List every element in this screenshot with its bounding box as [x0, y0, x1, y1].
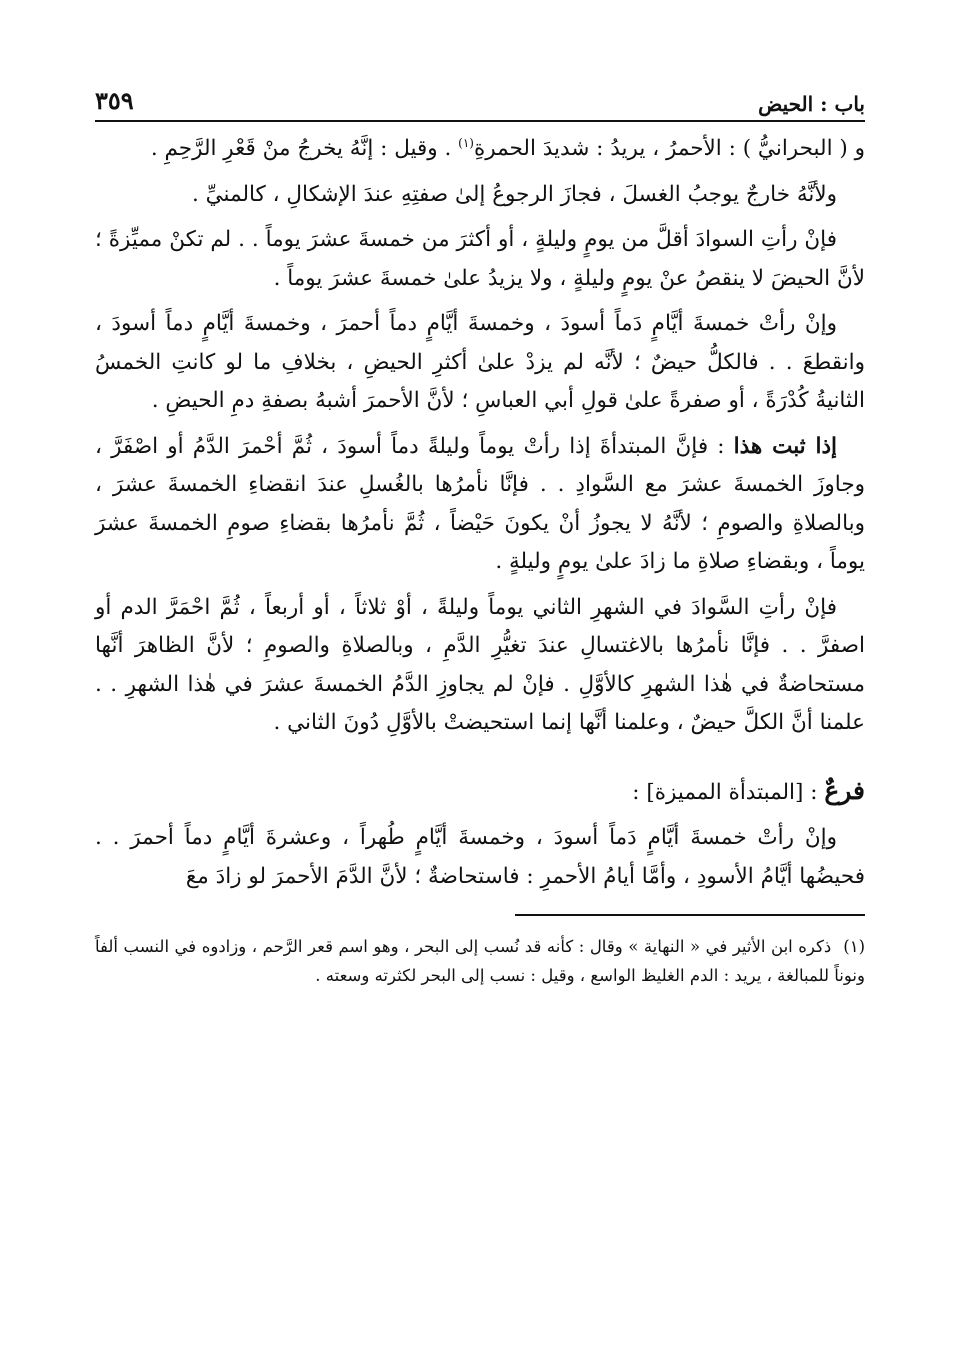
book-page [95, 80, 865, 1300]
footnote-reference: (١) [458, 135, 474, 150]
paragraph-5 [95, 428, 865, 582]
paragraph-1-text-cont: . وقيل : إنَّهُ يخرجُ منْ قَعْرِ الرَّحِمِ . [150, 136, 459, 161]
section-spacer [95, 750, 865, 772]
paragraph-7: وإنْ رأتْ خمسةَ أيَّامٍ دَماً أسودَ ، وخمسةَ أيَّامٍ طُهراً ، وعشرةَ أيَّامٍ دماً أحمرَ . . فحيضُها أيَّامُ الأسودِ ، وأمَّا أيامُ الأحمرِ : فاستحاضةٌ ؛ لأنَّ الدَّمَ الأحمرَ لو زادَ معَ [95, 825, 865, 889]
running-header [95, 80, 865, 122]
paragraph-6: فإنْ رأتِ السَّوادَ في الشهرِ الثاني يوماً وليلةً ، أوْ ثلاثاً ، أو أربعاً ، ثُمَّ احْمَرَّ الدم أو اصفرَّ . . فإنَّا نأمرُها بالاغتسالِ عندَ تغيُّرِ الدَّمِ ، وبالصلاةِ والصومِ ؛ لأنَّ الظاهرَ أنَّها مستحاضةٌ في هٰذا الشهرِ كالأوَّلِ . فإنْ لم يجاوزِ الدَّمُ الخمسةَ عشرَ في هٰذا الشهرِ . . علمنا أنَّ الكلَّ حيضٌ ، وعلمنا أنَّها إنما استحيضتْ بالأوَّلِ دُونَ الثاني . [95, 594, 865, 735]
footnote-marker: (١) [843, 937, 865, 956]
chapter-title: باب : الحيض [758, 92, 865, 116]
branch-title: : [المبتدأة المميزة] : [632, 779, 825, 805]
paragraph-4: وإنْ رأتْ خمسةَ أيَّامٍ دَماً أسودَ ، وخمسةَ أيَّامٍ دماً أحمرَ ، وخمسةَ أيَّامٍ دماً أسودَ ، وانقطعَ . . فالكلُّ حيضٌ ؛ لأنَّه لم يزدْ علىٰ أكثرِ الحيضِ ، بخلافِ ما لو كانتِ الخمسُ الثانيةُ كُدْرَةً ، أو صفرةً علىٰ قولِ أبي العباسِ ؛ لأنَّ الأحمرَ أشبهُ بصفةِ دمِ الحيضِ . [95, 311, 865, 413]
paragraph-1 [95, 130, 865, 169]
paragraph-5-text: : فإنَّ المبتدأةَ إذا رأتْ يوماً وليلةً دماً أسودَ ، ثُمَّ أحْمرَ الدَّمُ أو اصْفَرَّ ، وجاوزَ الخمسةَ عشرَ مع السَّوادِ . . فإنَّا نأمرُها بالغُسلِ عندَ انقضاءِ الخمسةَ عشرَ ، وبالصلاةِ والصومِ ؛ لأنَّهُ لا يجوزُ أنْ يكونَ حَيْضاً ، ثُمَّ نأمرُها بقضاءِ صومِ الخمسةَ عشرَ يوماً ، وبقضاءِ صلاةِ ما زادَ علىٰ يومٍ وليلةٍ . [95, 433, 865, 574]
paragraph-1-text: و ( البحرانيُّ ) : الأحمرُ ، يريدُ : شديدَ الحمرةِ [473, 136, 865, 161]
paragraph-3: فإنْ رأتِ السوادَ أقلَّ من يومٍ وليلةٍ ، أو أكثرَ من خمسةَ عشرَ يوماً . . لم تكنْ مميِّزةً ؛ لأنَّ الحيضَ لا ينقصُ عنْ يومٍ وليلةٍ ، ولا يزيدُ علىٰ خمسةَ عشرَ يوماً . [95, 227, 865, 291]
paragraph-5-lead: إذا ثبت هذا [733, 433, 837, 459]
branch-heading [95, 772, 865, 813]
paragraph-2: ولأنَّهُ خارجٌ يوجبُ الغسلَ ، فجازَ الرجوعُ إلىٰ صفتِهِ عندَ الإشكالِ ، كالمنيِّ . [191, 181, 837, 207]
page-number: ٣٥٩ [95, 86, 134, 115]
footnote-divider [515, 914, 865, 916]
footnote-text: ذكره ابن الأثير في « النهاية » وقال : كأنه قد نُسب إلى البحر ، وهو اسم قعر الرَّحم ، وزادوه في النسب ألفاً ونوناً للمبالغة ، يريد : الدم الغليظ الواسع ، وقيل : نسب إلى البحر لكثرته وسعته . [95, 937, 865, 985]
branch-word: فرعٌ [824, 775, 865, 805]
main-text [95, 122, 865, 896]
footnote [95, 932, 865, 990]
